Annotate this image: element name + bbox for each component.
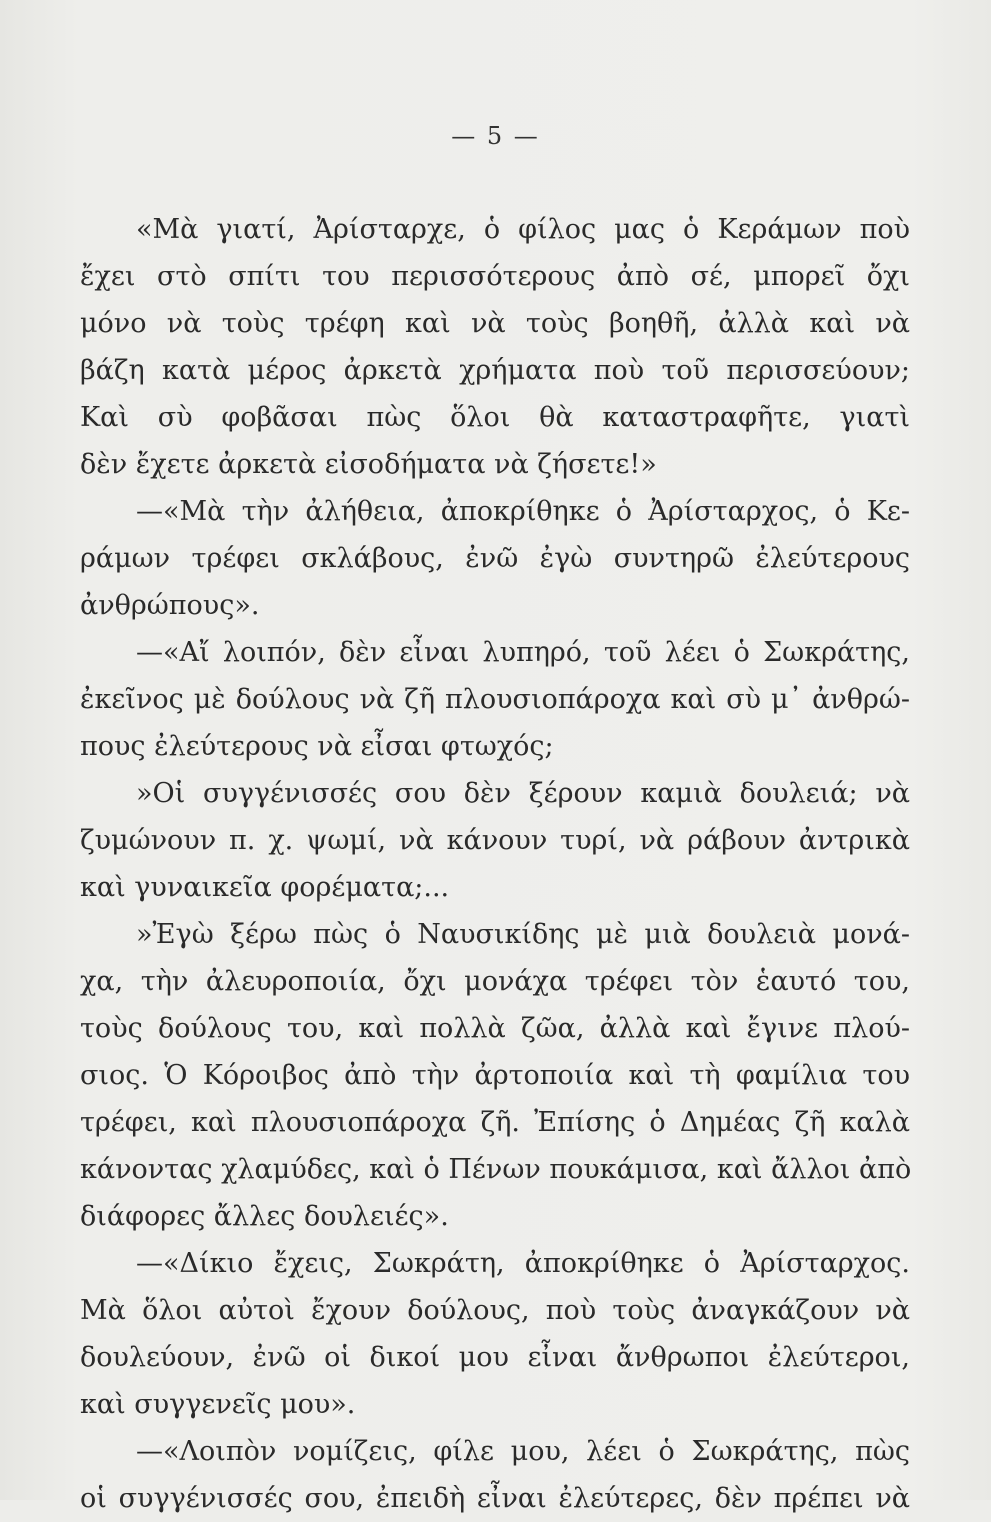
text-line: ἐκεῖνος μὲ δούλους νὰ ζῆ πλουσιοπάροχα καὶ σὺ μ᾽ ἀνθρώ- bbox=[80, 684, 910, 715]
text-line: »Οἱ συγγένισσές σου δὲν ξέρουν καμιὰ δουλειά; νὰ bbox=[136, 778, 910, 809]
text-line: βάζη κατὰ μέρος ἀρκετὰ χρήματα ποὺ τοῦ περισσεύουν; bbox=[80, 355, 910, 386]
text-line: Μὰ ὅλοι αὐτοὶ ἔχουν δούλους, ποὺ τοὺς ἀναγκάζουν νὰ bbox=[80, 1295, 910, 1326]
page-number: — 5 — bbox=[451, 122, 540, 150]
text-line: τρέφει, καὶ πλουσιοπάροχα ζῆ. Ἐπίσης ὁ Δημέας ζῆ καλὰ bbox=[80, 1107, 910, 1138]
text-line: τοὺς δούλους του, καὶ πολλὰ ζῶα, ἀλλὰ καὶ ἔγινε πλού- bbox=[80, 1013, 910, 1044]
text-line: οἱ συγγένισσές σου, ἐπειδὴ εἶναι ἐλεύτερες, δὲν πρέπει νὰ bbox=[80, 1483, 910, 1514]
text-line: κάνοντας χλαμύδες, καὶ ὁ Πένων πουκάμισα, καὶ ἄλλοι ἀπὸ bbox=[80, 1154, 912, 1185]
text-line: ζυμώνουν π. χ. ψωμί, νὰ κάνουν τυρί, νὰ ράβουν ἀντρικὰ bbox=[80, 825, 910, 856]
text-line: διάφορες ἄλλες δουλειές». bbox=[80, 1201, 449, 1232]
text-line: —«Αἴ λοιπόν, δὲν εἶναι λυπηρό, τοῦ λέει ὁ Σωκράτης, bbox=[136, 637, 910, 668]
body-text bbox=[80, 206, 910, 1522]
text-line: —«Δίκιο ἔχεις, Σωκράτη, ἀποκρίθηκε ὁ Ἀρίσταρχος. bbox=[136, 1248, 910, 1279]
text-line: μόνο νὰ τοὺς τρέφη καὶ νὰ τοὺς βοηθῆ, ἀλλὰ καὶ νὰ bbox=[80, 308, 910, 339]
text-line: »Ἐγὼ ξέρω πὼς ὁ Ναυσικίδης μὲ μιὰ δουλειὰ μονά- bbox=[136, 919, 910, 950]
text-line: πους ἐλεύτερους νὰ εἶσαι φτωχός; bbox=[80, 731, 554, 762]
text-line: δουλεύουν, ἐνῶ οἱ δικοί μου εἶναι ἄνθρωποι ἐλεύτεροι, bbox=[80, 1342, 910, 1373]
text-line: καὶ συγγενεῖς μου». bbox=[80, 1389, 356, 1420]
text-line: σιος. Ὁ Κόροιβος ἀπὸ τὴν ἀρτοποιία καὶ τὴ φαμίλια του bbox=[80, 1060, 910, 1091]
text-line: ἀνθρώπους». bbox=[80, 590, 260, 621]
text-line: ράμων τρέφει σκλάβους, ἐνῶ ἐγὼ συντηρῶ ἐλεύτερους bbox=[80, 543, 910, 574]
text-line: δὲν ἔχετε ἀρκετὰ εἰσοδήματα νὰ ζήσετε!» bbox=[80, 449, 657, 480]
text-line: χα, τὴν ἀλευροποιία, ὄχι μονάχα τρέφει τὸν ἑαυτό του, bbox=[80, 966, 910, 997]
text-line: καὶ γυναικεῖα φορέματα;... bbox=[80, 872, 450, 903]
text-line: ἔχει στὸ σπίτι του περισσότερους ἀπὸ σέ, μπορεῖ ὄχι bbox=[80, 261, 910, 292]
text-line: —«Μὰ τὴν ἀλήθεια, ἀποκρίθηκε ὁ Ἀρίσταρχος, ὁ Κε- bbox=[136, 496, 910, 527]
text-line: —«Λοιπὸν νομίζεις, φίλε μου, λέει ὁ Σωκράτης, πὼς bbox=[136, 1436, 910, 1467]
text-line: «Μὰ γιατί, Ἀρίσταρχε, ὁ φίλος μας ὁ Κεράμων ποὺ bbox=[136, 214, 910, 245]
text-line: Καὶ σὺ φοβᾶσαι πὼς ὅλοι θὰ καταστραφῆτε, γιατὶ bbox=[80, 402, 910, 433]
